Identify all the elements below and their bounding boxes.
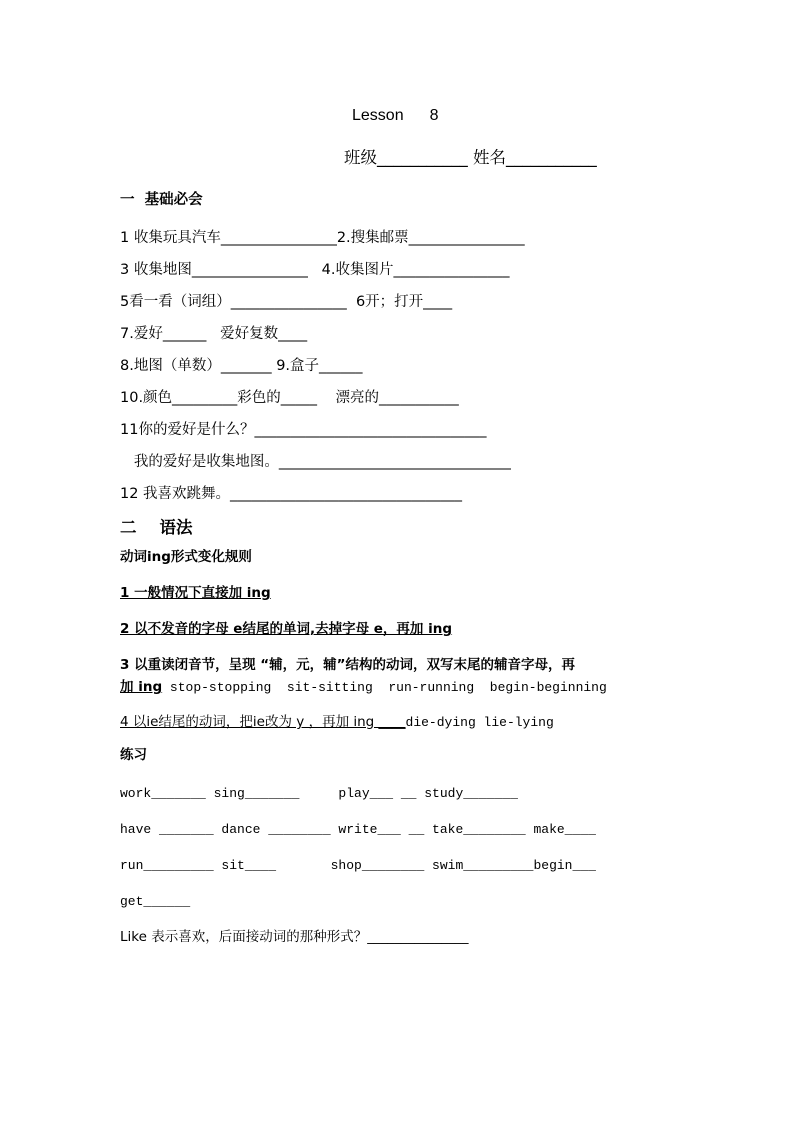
practice-question: Like 表示喜欢，后面接动词的那种形式？_______________: [120, 929, 469, 945]
lesson-title-number: 8: [429, 107, 439, 124]
section1-line-4: 7.爱好______ 爱好复数____: [120, 326, 308, 342]
rule-4-examples: die-dying lie-lying: [405, 715, 554, 730]
practice-row-2: have _______ dance ________ write___ __ take________ make____: [120, 822, 596, 837]
section1-line-8: 我的爱好是收集地图。________________________________: [120, 454, 511, 470]
rule-1: 1 一般情况下直接加 ing: [120, 585, 271, 601]
rule-3-underlined: 加 ing: [120, 679, 163, 695]
section1-line-6: 10.颜色_________彩色的_____ 漂亮的___________: [120, 390, 459, 406]
section1-line-2: 3 收集地图________________ 4.收集图片________________: [120, 262, 510, 278]
section1-heading: 一 基础必会: [120, 192, 203, 208]
lesson-title: [352, 108, 439, 124]
section1-line-5: 8.地图（单数）_______ 9.盒子______: [120, 358, 363, 374]
rule-4: [120, 713, 554, 730]
section1-line-3: 5看一看（词组）________________ 6开；打开____: [120, 294, 453, 310]
rule-2: 2 以不发音的字母 e结尾的单词,去掉字母 e，再加 ing: [120, 621, 453, 637]
practice-heading: 练习: [120, 747, 147, 763]
practice-row-4: get______: [120, 894, 191, 909]
lesson-title-word: Lesson: [352, 107, 404, 124]
section1-line-1: 1 收集玩具汽车________________2.搜集邮票________________: [120, 230, 525, 246]
rule-3-line-1: 3 以重读闭音节，呈现 “辅，元，辅”结构的动词，双写末尾的辅音字母，再: [120, 657, 576, 673]
rule-3-examples: stop-stopping sit-sitting run-running begin-beginning: [162, 680, 607, 695]
section2-subheading: 动词ing形式变化规则: [120, 549, 252, 565]
practice-row-1: work_______ sing_______ play___ __ study_______: [120, 786, 518, 801]
practice-row-3: run_________ sit____ shop________ swim_________begin___: [120, 858, 596, 873]
section1-line-9: 12 我喜欢跳舞。________________________________: [120, 486, 463, 502]
section1-line-7: 11你的爱好是什么？________________________________: [120, 422, 487, 438]
section2-heading: 二 语法: [120, 518, 193, 537]
rule-3-line-2: [120, 678, 607, 695]
rule-4-underlined: 4 以ie结尾的动词，把ie改为 y ，再加 ing ____: [120, 714, 406, 730]
class-name-line: 班级___________ 姓名___________: [344, 148, 597, 167]
